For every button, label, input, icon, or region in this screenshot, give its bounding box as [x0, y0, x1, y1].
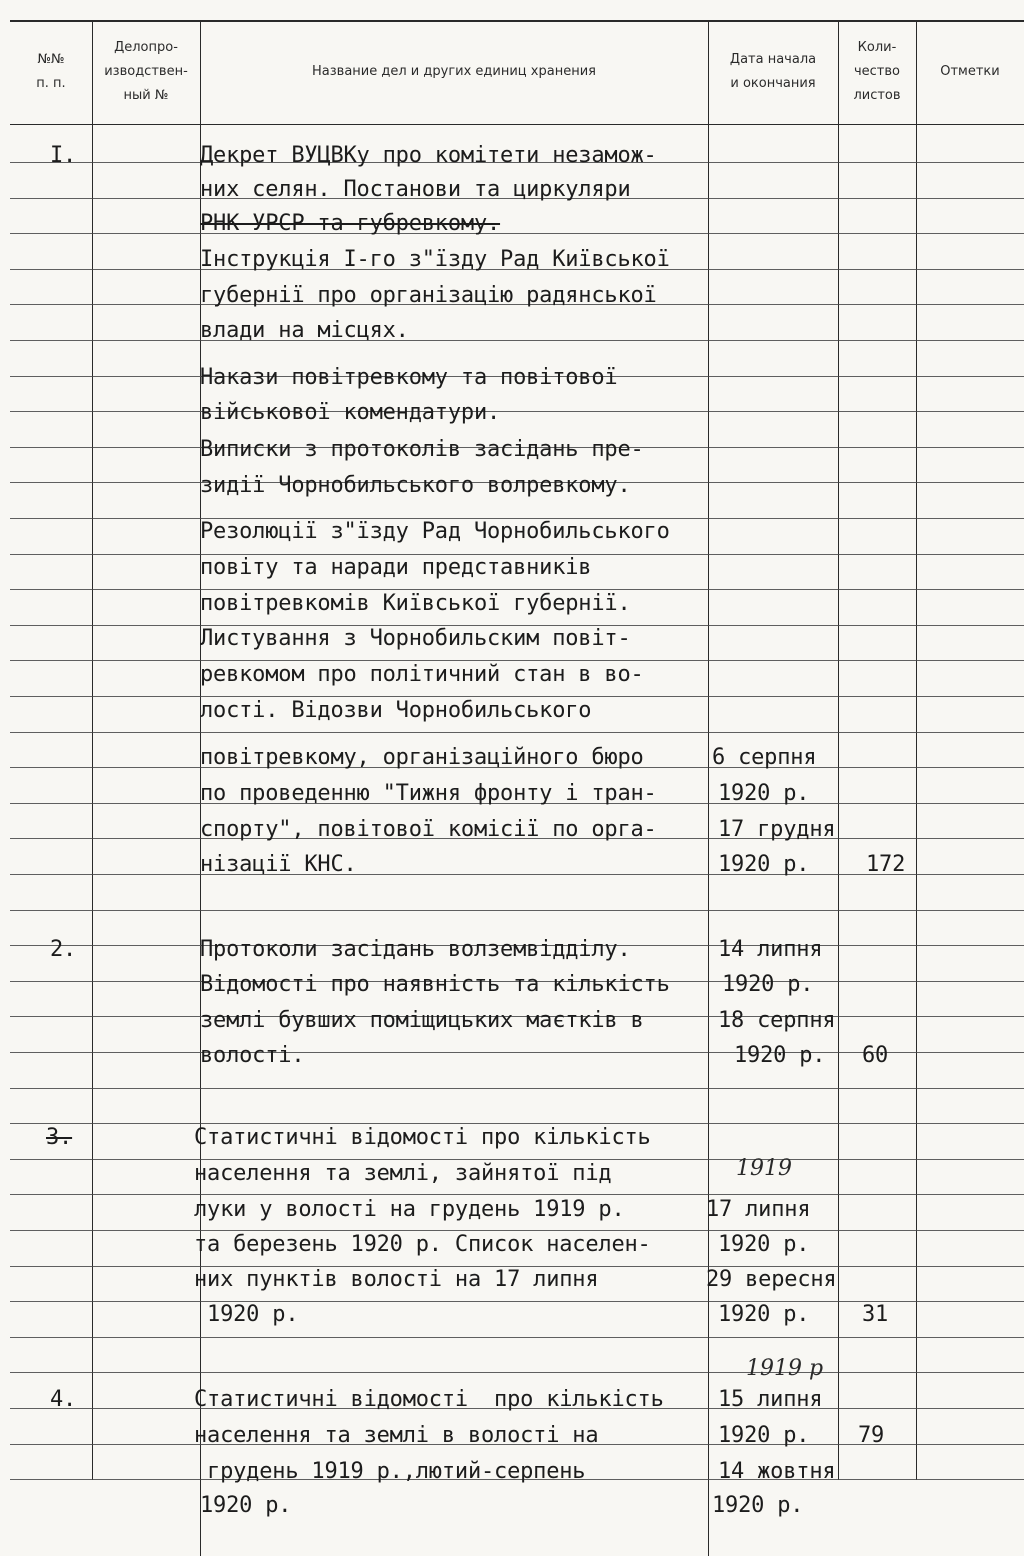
entry-4-line-4: 1920 р.: [200, 1493, 292, 1518]
entry-1-line-6: влади на місцях.: [200, 318, 409, 343]
col-rule-5: [916, 20, 917, 1480]
entry-1-line-15: ревкомом про політичний стан в во-: [200, 662, 644, 687]
entry-4-line-3: грудень 1919 р.,лютий-серпень: [194, 1459, 586, 1484]
row-rule: [10, 1372, 1024, 1373]
entry-1-line-17: повітревкому, організаційного бюро: [200, 745, 644, 770]
header-title: Название дел и других единиц хранения: [312, 64, 596, 79]
col-rule-4: [838, 20, 839, 1480]
row-rule: [10, 411, 1024, 412]
entry-1-line-9: Виписки з протоколів засідань пре-: [200, 437, 644, 462]
entry-2-line-2: Відомості про наявність та кількість: [200, 972, 670, 997]
entry-3-date-2: 1920 р.: [718, 1232, 810, 1257]
entry-2-line-4: волості.: [200, 1043, 305, 1068]
entry-1-line-8: військової комендатури.: [200, 400, 501, 425]
entry-3-number: 3.: [46, 1125, 73, 1150]
entry-1-line-11: Резолюції з"їзду Рад Чорнобильського: [200, 519, 670, 544]
entry-1-line-20: нізації КНС.: [200, 852, 357, 877]
entry-1-line-4: Інструкція I-го з"їзду Рад Київської: [200, 247, 670, 272]
entry-4-date-2: 1920 р.: [718, 1423, 810, 1448]
entry-1-date-4: 1920 р.: [718, 852, 810, 877]
header-office-number: Делопро- изводствен- ный №: [104, 40, 188, 103]
entry-3-sheets: 31: [862, 1302, 889, 1327]
entry-4-sheets: 79: [858, 1423, 885, 1448]
entry-1-number: I.: [50, 143, 77, 168]
entry-1-line-5: губернії про організацію радянської: [200, 283, 657, 308]
row-rule: [10, 1088, 1024, 1089]
entry-4-number: 4.: [50, 1387, 77, 1412]
entry-1-line-2: них селян. Постанови та циркуляри: [200, 177, 631, 202]
entry-2-date-4: 1920 р.: [734, 1043, 826, 1068]
entry-3-line-5: них пунктів волості на 17 липня: [194, 1267, 599, 1292]
entry-4-line-1: Статистичні відомості про кількість: [194, 1387, 664, 1412]
entry-2-date-1: 14 липня: [718, 937, 823, 962]
entry-2-date-2: 1920 р.: [722, 972, 814, 997]
entry-1-line-10: зидії Чорнобильського волревкому.: [200, 473, 631, 498]
col-rule-3: [708, 20, 709, 1556]
entry-1-date-3: 17 грудня: [718, 817, 836, 842]
entry-1-date-2: 1920 р.: [718, 781, 810, 806]
entry-4-handwritten-note: 1919 р: [746, 1356, 824, 1381]
entry-4-date-4: 1920 р.: [712, 1493, 804, 1518]
entry-3-line-4: та березень 1920 р. Список населен-: [194, 1232, 651, 1257]
row-rule: [10, 910, 1024, 911]
row-rule: [10, 1194, 1024, 1195]
entry-1-sheets: 172: [866, 852, 906, 877]
entry-3-line-6: 1920 р.: [194, 1302, 299, 1327]
entry-1-line-1: Декрет ВУЦВКу про комітети незамож-: [200, 143, 657, 168]
entry-4-date-3: 14 жовтня: [718, 1459, 836, 1484]
entry-4-date-1: 15 липня: [718, 1387, 823, 1412]
entry-3-date-4: 1920 р.: [718, 1302, 810, 1327]
entry-1-line-3: РНК УРСР та губревкому.: [200, 211, 501, 236]
header-number: №№ п. п.: [36, 52, 66, 91]
entry-3-handwritten-note: 1919: [736, 1156, 792, 1181]
entry-3-date-3: 29 вересня: [706, 1267, 837, 1292]
row-rule: [10, 233, 1024, 234]
entry-1-line-14: Листування з Чорнобильским повіт-: [200, 626, 631, 651]
entry-2-line-1: Протоколи засідань волземвідділу.: [200, 937, 631, 962]
row-rule: [10, 1337, 1024, 1338]
entry-1-line-18: по проведенню "Тижня фронту і тран-: [200, 781, 657, 806]
header-dates: Дата начала и окончания: [729, 52, 817, 91]
entry-2-line-3: землі бувших поміщицьких маєтків в: [200, 1008, 644, 1033]
entry-1-line-7: Накази повітревкому та повітової: [200, 365, 618, 390]
row-rule: [10, 124, 1024, 125]
entry-1-line-19: спорту", повітової комісії по орга-: [200, 817, 657, 842]
row-rule: [10, 732, 1024, 733]
entry-1-line-12: повіту та наради представників: [200, 555, 592, 580]
entry-2-number: 2.: [50, 937, 77, 962]
row-rule: [10, 340, 1024, 341]
header-notes: Отметки: [940, 64, 1000, 79]
entry-1-date-1: 6 серпня: [712, 745, 817, 770]
entry-1-line-16: лості. Відозви Чорнобильського: [200, 698, 592, 723]
entry-3-line-2: населення та землі, зайнятої під: [194, 1161, 612, 1186]
header-sheet-count: Коли- чество листов: [853, 40, 901, 103]
entry-2-date-3: 18 серпня: [718, 1008, 836, 1033]
entry-3-line-1: Статистичні відомості про кількість: [194, 1125, 651, 1150]
col-rule-1: [92, 20, 93, 1480]
entry-2-sheets: 60: [862, 1043, 889, 1068]
entry-3-line-3: луки у волості на грудень 1919 р.: [194, 1197, 625, 1222]
entry-3-date-1: 17 липня: [706, 1197, 811, 1222]
entry-4-line-2: населення та землі в волості на: [194, 1423, 599, 1448]
entry-1-line-13: повітревкомів Київської губернії.: [200, 591, 631, 616]
